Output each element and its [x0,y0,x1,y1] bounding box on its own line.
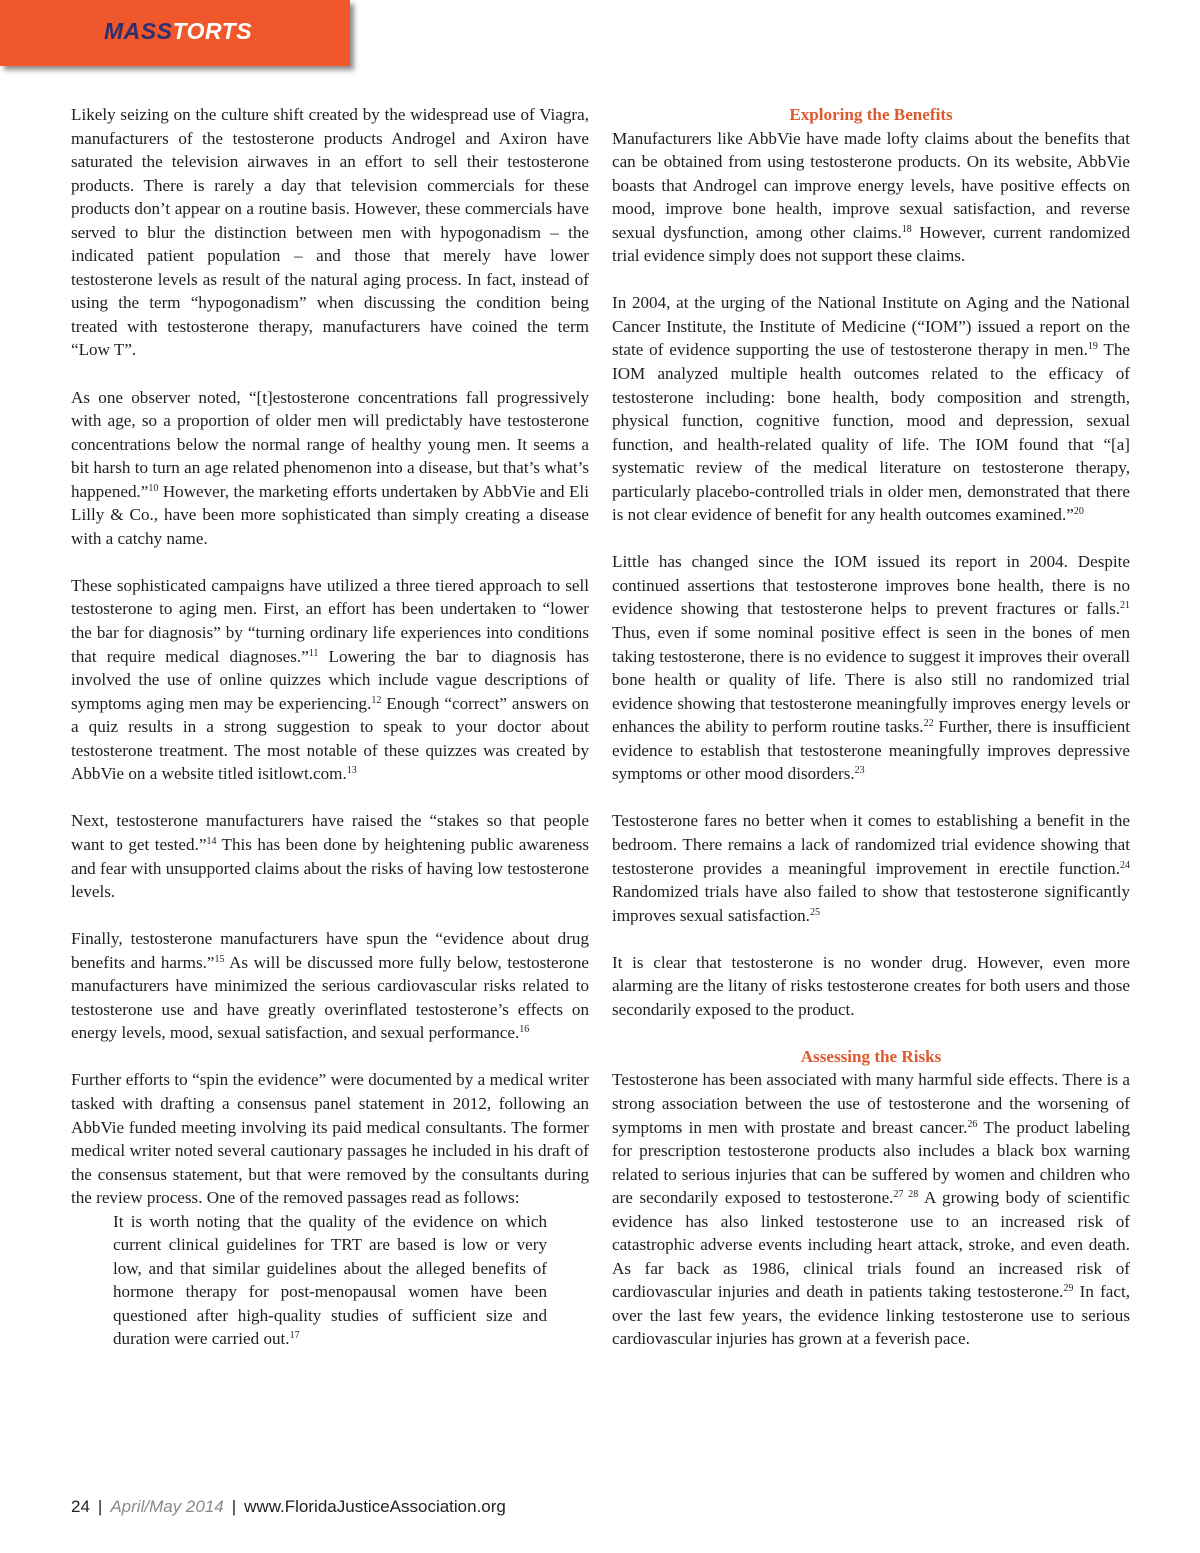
footnote-ref: 24 [1120,859,1130,871]
paragraph: Testosterone has been associated with many harmful side effects. There is a strong association between the use of testosterone and the worsening of symptoms in men with prostate and breast cancer.$^{26}$ The product labeling for prescription testosterone products also includes a black box warning related to serious injuries that can be suffered by women and children who are secondarily exposed to testosterone.$^{27 28}$ A growing body of scientific evidence has also linked testosterone use to an increased risk of catastrophic adverse events including heart attack, stroke, and even death. As far back as 1986, clinical trials found an increased risk of cardiovascular injuries and death in patients taking testosterone.$^{29}$ In fact, over the last few years, the evidence linking testosterone use to serious cardiovascular injuries has grown at a feverish pace. [612,1070,1131,1349]
footnote-ref: 19 [1087,341,1098,353]
section-header-tab [0,0,350,66]
page-footer [71,1497,506,1517]
footnote-ref: 20 [1073,506,1084,518]
footnote-ref: 15 [214,953,225,965]
website-link[interactable]: www.FloridaJusticeAssociation.org [244,1497,506,1516]
footnote-ref: 25 [809,906,820,918]
paragraph: It is clear that testosterone is no wonder drug. However, even more alarming are the litany of risks testosterone creates for both users and those secondarily exposed to the product. [612,952,1130,1019]
section-heading-risks: Assessing the Risks [800,1046,942,1066]
paragraph: Further efforts to “spin the evidence” were documented by a medical writer tasked with drafting a consensus panel statement in 2012, following an AbbVie funded meeting involving its paid medical consultants. The former medical writer noted several cautionary passages he included in his draft of the consensus statement, but that were removed by the consultants during the review process. One of the removed passages read as follows: [71,1070,589,1208]
page-number: 24 [71,1497,90,1516]
footer-separator: | [97,1497,103,1516]
footnote-ref: 21 [1120,600,1130,612]
footnote-ref: 23 [854,765,865,777]
issue-date: April/May 2014 [110,1497,224,1516]
footer-separator: | [231,1497,237,1516]
section-heading-benefits: Exploring the Benefits [789,105,953,124]
footnote-ref: 22 [923,718,934,730]
footnote-ref: 27 28 [893,1189,919,1201]
section-title [104,18,252,45]
paragraph: Finally, testosterone manufacturers have spun the “evidence about drug benefits and harms.”$^{15}$ As will be discussed more fully below, testosterone manufacturers have minimized the serious cardiovascular risks related to testosterone use and have greatly overinflated testosterone’s effects on energy levels, mood, sexual satisfaction, and sexual performance.$^{16}$ [71,929,589,1043]
footnote-ref: 16 [519,1024,530,1036]
footnote-ref: 11 [308,647,319,659]
paragraph: In 2004, at the urging of the National Institute on Aging and the National Cancer Institute, the Institute of Medicine (“IOM”) issued a report on the state of evidence supporting the use of testosterone therapy in men.$^{19}$ The IOM analyzed multiple health outcomes related to the efficacy of testosterone including: bone health, body composition and strength, physical function, cognitive function, mood and depression, sexual function, and health-related quality of life. The IOM found that “[a] systematic review of the medical literature on testosterone therapy, particularly placebo-controlled trials in older men, demonstrated that there is not clear evidence of benefit for any health outcomes examined.”$^{20}$ [612,293,1130,525]
paragraph: As one observer noted, “[t]estosterone concentrations fall progressively with age, so a proportion of older men will predictably have testosterone concentrations below the normal range of healthy young men. It seems a bit harsh to turn an age related phenomenon into a disease, but that’s what’s happened.”$^{10}$ However, the marketing efforts undertaken by AbbVie and Eli Lilly & Co., have been more sophisticated than simply creating a disease with a catchy name. [71,387,589,548]
left-column [71,103,589,1351]
block-quote: It is worth noting that the quality of the evidence on which current clinical guidelines for TRT are based is low or very low, and that similar guidelines about the alleged benefits of hormone therapy for post-menopausal women have been questioned after high-quality studies of sufficient size and duration were carried out.$^{17}$ [113,1211,547,1349]
footnote-ref: 29 [1063,1283,1074,1295]
section-title-part2: TORTS [172,18,253,44]
footnote-ref: 17 [289,1330,300,1342]
paragraph: These sophisticated campaigns have utilized a three tiered approach to sell testosterone to aging men. First, an effort has been undertaken to “lower the bar for diagnosis” by “turning ordinary life experiences into conditions that require medical diagnoses.”$^{11}$ Lowering the bar to diagnosis has involved the use of online quizzes which include vague descriptions of symptoms aging men may be experiencing.$^{12}$ Enough “correct” answers on a quiz results in a strong suggestion to speak to your doctor about testosterone treatment. The most notable of these quizzes was created by AbbVie on a website titled isitlowt.com.$^{13}$ [71,575,590,784]
paragraph: Next, testosterone manufacturers have raised the “stakes so that people want to get tested.”$^{14}$ This has been done by heightening public awareness and fear with unsupported claims about the risks of having low testosterone levels. [71,811,589,902]
footnote-ref: 12 [371,694,382,706]
footnote-ref: 10 [148,482,159,494]
footnote-ref: 14 [206,835,217,847]
footnote-ref: 26 [967,1118,978,1130]
paragraph: Likely seizing on the culture shift created by the widespread use of Viagra, manufacturers of the testosterone products Androgel and Axiron have saturated the television airwaves in an effort to sell their testosterone products. There is rarely a day that television commercials for these products don’t appear on a routine basis. However, these commercials have served to blur the distinction between men with hypogonadism – the indicated patient population – and those that merely have lower testosterone levels as result of the natural aging process. In fact, instead of using the term “hypogonadism” when discussing the condition being treated with testosterone therapy, manufacturers have coined the term “Low T”. [71,105,589,360]
paragraph: Manufacturers like AbbVie have made lofty claims about the benefits that can be obtained from using testosterone products. On its website, AbbVie boasts that Androgel can improve energy levels, have positive effects on mood, improve bone health, improve sexual satisfaction, and reverse sexual dysfunction, among other claims.$^{18}$ However, current randomized trial evidence simply does not support these claims. [612,128,1130,266]
right-column [612,103,1130,1351]
footnote-ref: 18 [901,223,912,235]
section-title-part1: MASS [104,18,173,44]
footnote-ref: 13 [346,765,357,777]
paragraph: Testosterone fares no better when it comes to establishing a benefit in the bedroom. There remains a lack of randomized trial evidence showing that testosterone provides a meaningful improvement in erectile function.$^{24}$ Randomized trials have also failed to show that testosterone significantly improves sexual satisfaction.$^{25}$ [612,811,1130,925]
paragraph: Little has changed since the IOM issued its report in 2004. Despite continued assertions that testosterone improves bone health, there is no evidence showing that testosterone helps to prevent fractures or falls.$^{21}$ Thus, even if some nominal positive effect is seen in the bones of men taking testosterone, there is no evidence to suggest it improves their overall bone health or quality of life. There is also still no randomized trial evidence showing that testosterone meaningfully improves energy levels or enhances the ability to perform routine tasks.$^{22}$ Further, there is insufficient evidence to establish that testosterone meaningfully improves depressive symptoms or other mood disorders.$^{23}$ [612,552,1130,784]
